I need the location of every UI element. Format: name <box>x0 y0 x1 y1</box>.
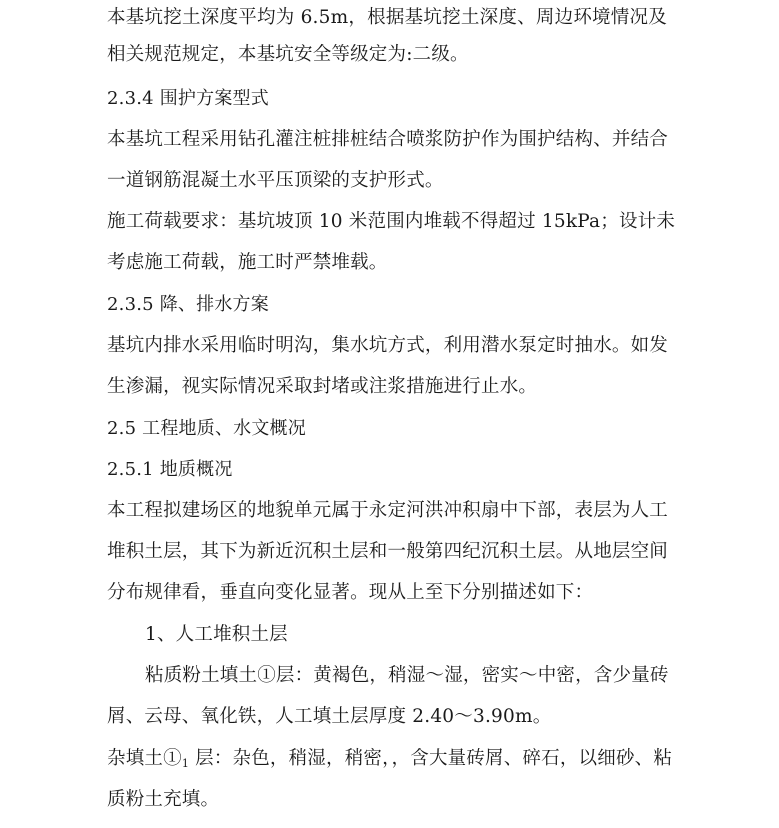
body-text-line: 施工荷载要求：基坑坡顶 10 米范围内堆载不得超过 15kPa；设计未 <box>107 211 676 232</box>
section-heading-2-3-4: 2.3.4 围护方案型式 <box>107 88 269 109</box>
fill-layer-line <box>107 744 673 779</box>
body-text-line: 堆积土层，其下为新近沉积土层和一般第四纪沉积土层。从地层空间 <box>107 541 669 562</box>
body-text-line: 一道钢筋混凝土水平压顶梁的支护形式。 <box>107 170 444 191</box>
section-heading-2-5: 2.5 工程地质、水文概况 <box>107 418 306 439</box>
body-text-line: 考虑施工荷载，施工时严禁堆载。 <box>107 252 388 273</box>
body-text-line: 粘质粉土填土①层：黄褐色，稍湿～湿，密实～中密，含少量砖 <box>145 665 669 686</box>
fill-layer-label: 杂填土① <box>107 748 182 769</box>
body-text-line: 分布规律看，垂直向变化显著。现从上至下分别描述如下： <box>107 582 594 603</box>
fill-layer-description: 层：杂色，稍湿，稍密，，含大量砖屑、碎石，以细砂、粘 <box>189 748 673 769</box>
body-text-line: 屑、云母、氧化铁，人工填土层厚度 2.40～3.90m。 <box>107 706 552 727</box>
body-text-line: 质粉土充填。 <box>107 789 220 810</box>
section-heading-2-3-5: 2.3.5 降、排水方案 <box>107 294 269 315</box>
body-text-line: 本工程拟建场区的地貌单元属于永定河洪冲积扇中下部，表层为人工 <box>107 500 669 521</box>
list-item-heading: 1、人工堆积土层 <box>145 624 288 645</box>
body-text-line: 生渗漏，视实际情况采取封堵或注浆措施进行止水。 <box>107 376 538 397</box>
subscript-marker: 1 <box>181 757 190 770</box>
body-text-line: 本基坑工程采用钻孔灌注桩排桩结合喷浆防护作为围护结构、并结合 <box>107 129 669 150</box>
body-text-line: 本基坑挖土深度平均为 6.5m，根据基坑挖土深度、周边环境情况及 <box>107 7 667 28</box>
section-heading-2-5-1: 2.5.1 地质概况 <box>107 459 233 480</box>
body-text-line: 相关规范规定，本基坑安全等级定为:二级。 <box>107 44 469 65</box>
body-text-line: 基坑内排水采用临时明沟，集水坑方式，利用潜水泵定时抽水。如发 <box>107 335 669 356</box>
